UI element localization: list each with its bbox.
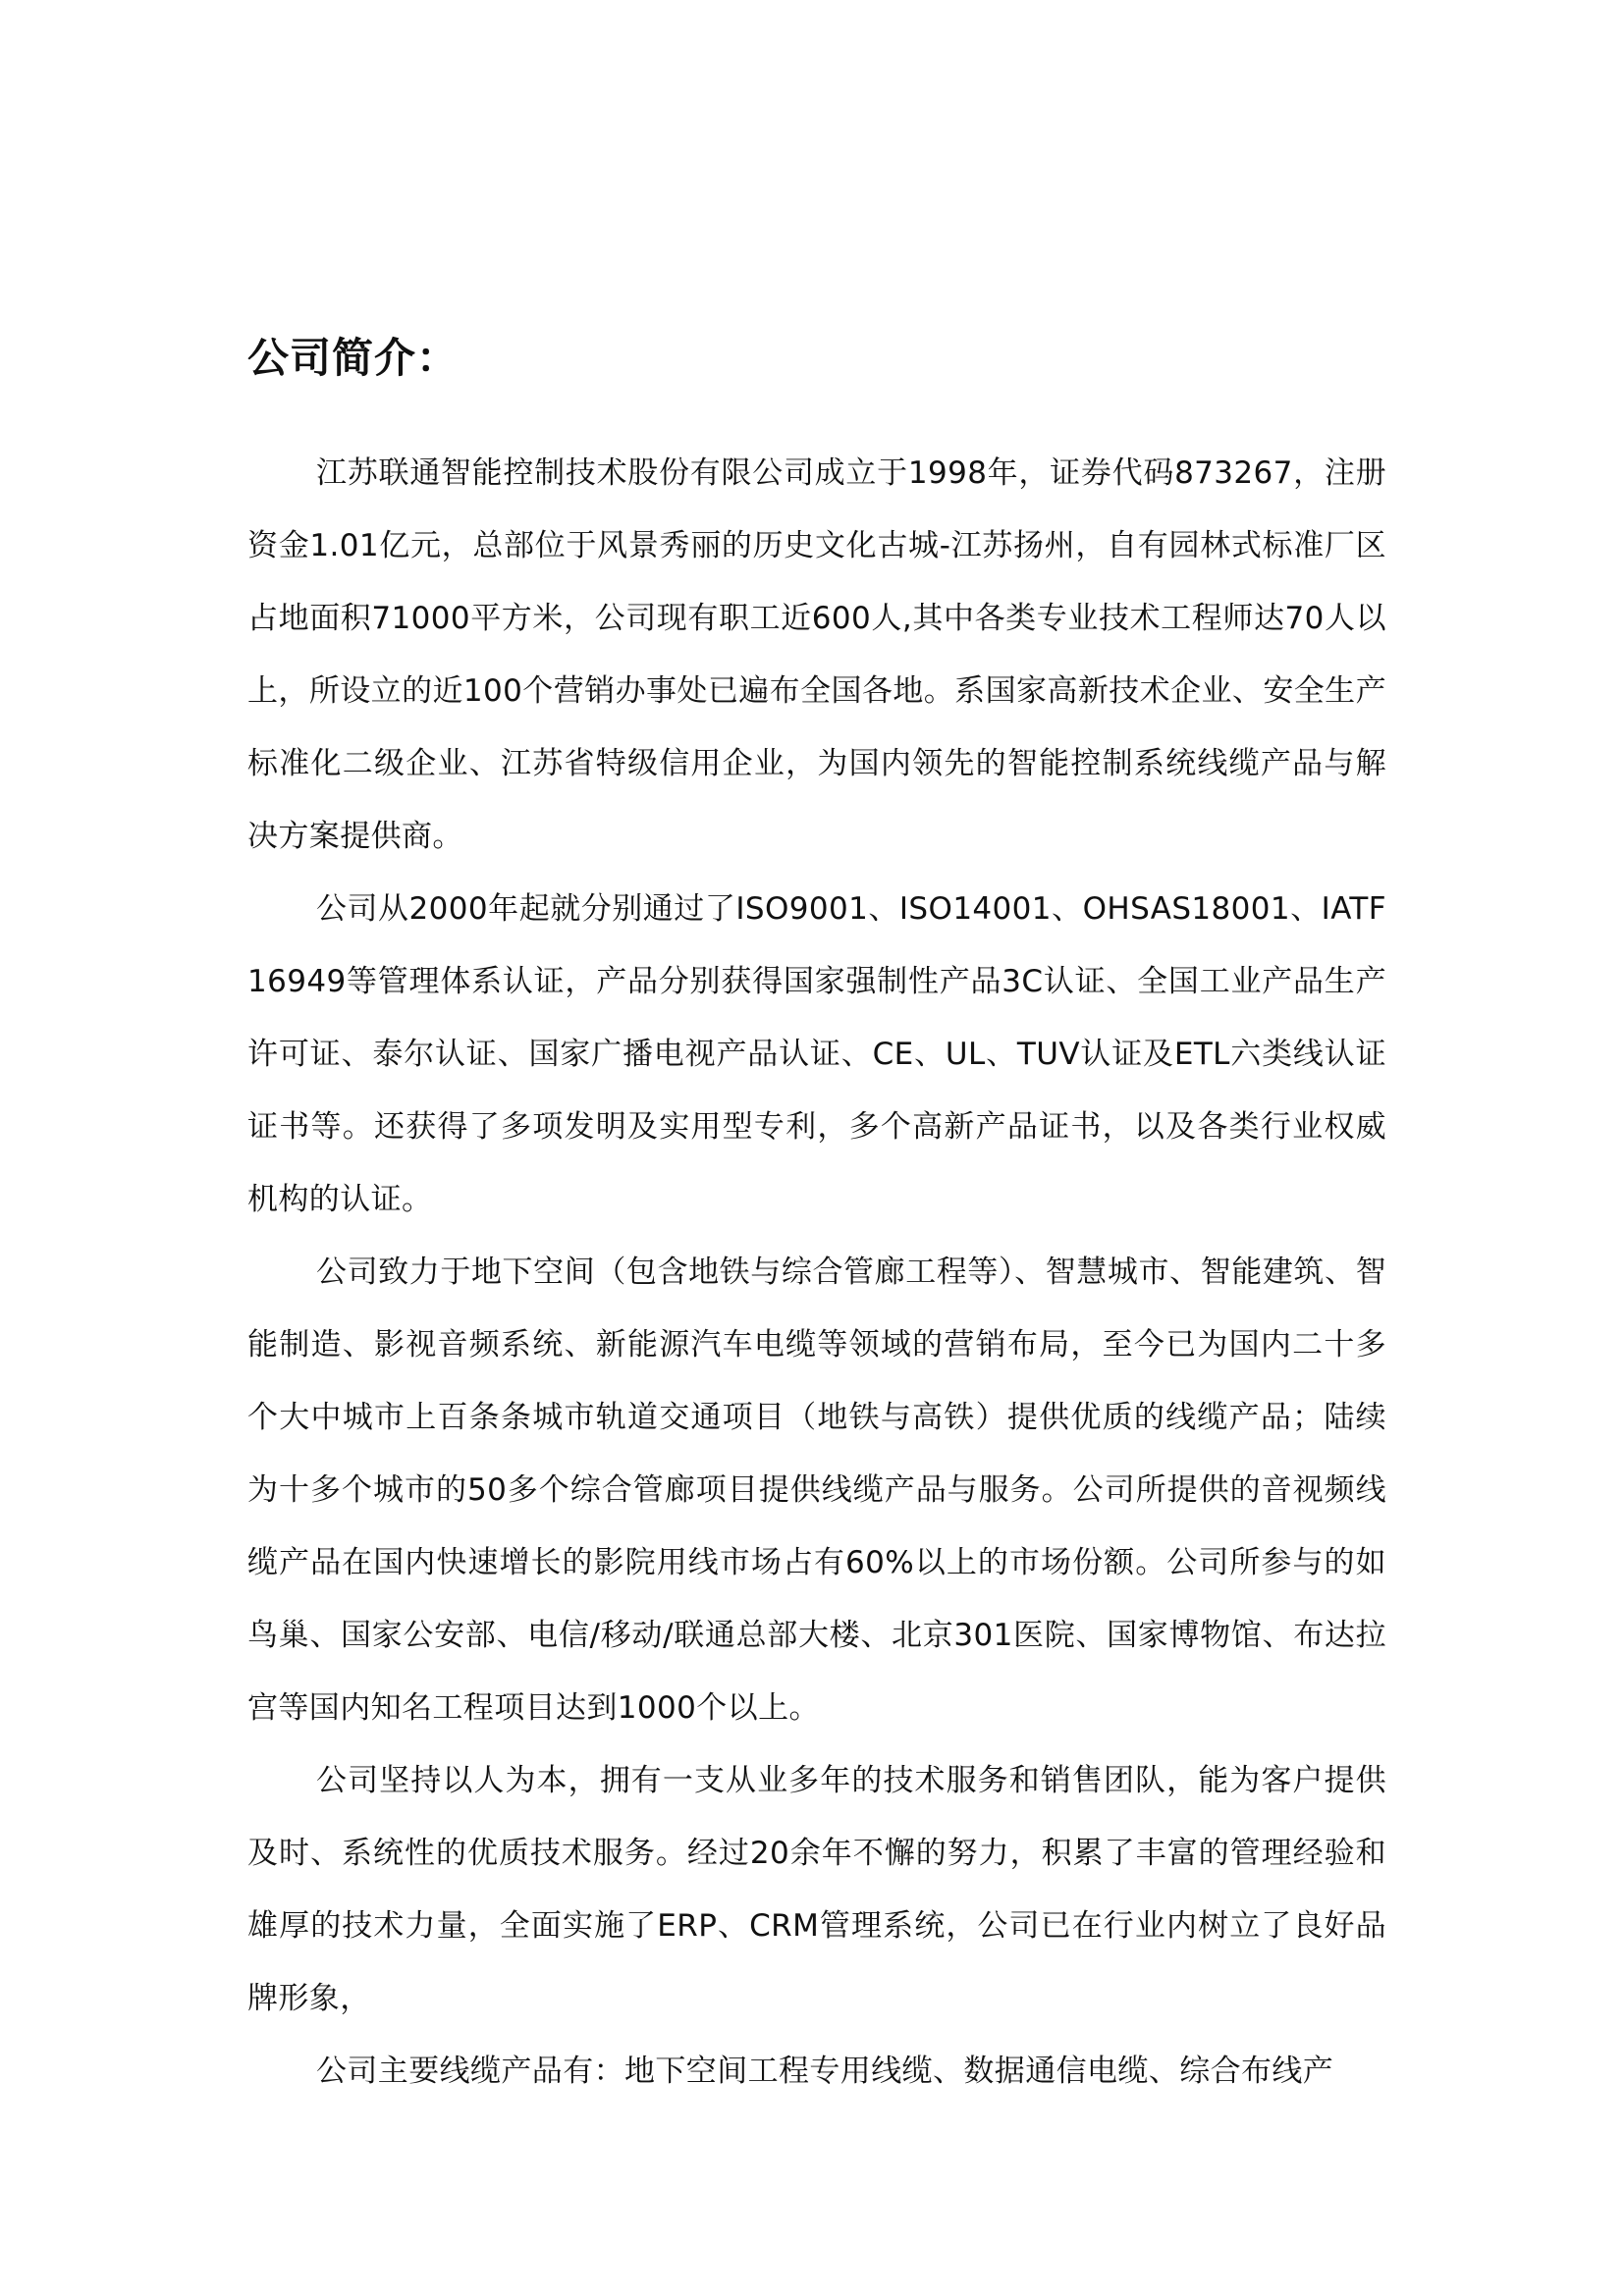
page-title: 公司简介：	[247, 334, 460, 382]
document-body	[247, 329, 1386, 2108]
paragraph-company-overview: 江苏联通智能控制技术股份有限公司成立于1998年，证券代码873267，注册资金1.01亿元，总部位于风景秀丽的历史文化古城-江苏扬州，自有园林式标准厂区占地面积71000平方米，公司现有职工近600人,其中各类专业技术工程师达70人以上，所设立的近100个营销办事处已遍布全国各地。系国家高新技术企业、安全生产标准化二级企业、江苏省特级信用企业，为国内领先的智能控制系统线缆产品与解决方案提供商。	[247, 455, 1386, 854]
paragraph-certifications: 公司从2000年起就分别通过了ISO9001、ISO14001、OHSAS18001、IATF16949等管理体系认证，产品分别获得国家强制性产品3C认证、全国工业产品生产许可证、泰尔认证、国家广播电视产品认证、CE、UL、TUV认证及ETL六类线认证证书等。还获得了多项发明及实用型专利，多个高新产品证书，以及各类行业权威机构的认证。	[247, 891, 1386, 1217]
paragraph-main-products: 公司主要线缆产品有：地下空间工程专用线缆、数据通信电缆、综合布线产	[316, 2054, 1334, 2089]
paragraph-team-service: 公司坚持以人为本，拥有一支从业多年的技术服务和销售团队，能为客户提供及时、系统性的优质技术服务。经过20余年不懈的努力，积累了丰富的管理经验和雄厚的技术力量，全面实施了ERP、CRM管理系统，公司已在行业内树立了良好品牌形象，	[247, 1763, 1386, 2016]
paragraph-market-projects: 公司致力于地下空间（包含地铁与综合管廊工程等）、智慧城市、智能建筑、智能制造、影视音频系统、新能源汽车电缆等领域的营销布局，至今已为国内二十多个大中城市上百条条城市轨道交通项目（地铁与高铁）提供优质的线缆产品；陆续为十多个城市的50多个综合管廊项目提供线缆产品与服务。公司所提供的音视频线缆产品在国内快速增长的影院用线市场占有60%以上的市场份额。公司所参与的如鸟巢、国家公安部、电信/移动/联通总部大楼、北京301医院、国家博物馆、布达拉宫等国内知名工程项目达到1000个以上。	[247, 1255, 1386, 1726]
